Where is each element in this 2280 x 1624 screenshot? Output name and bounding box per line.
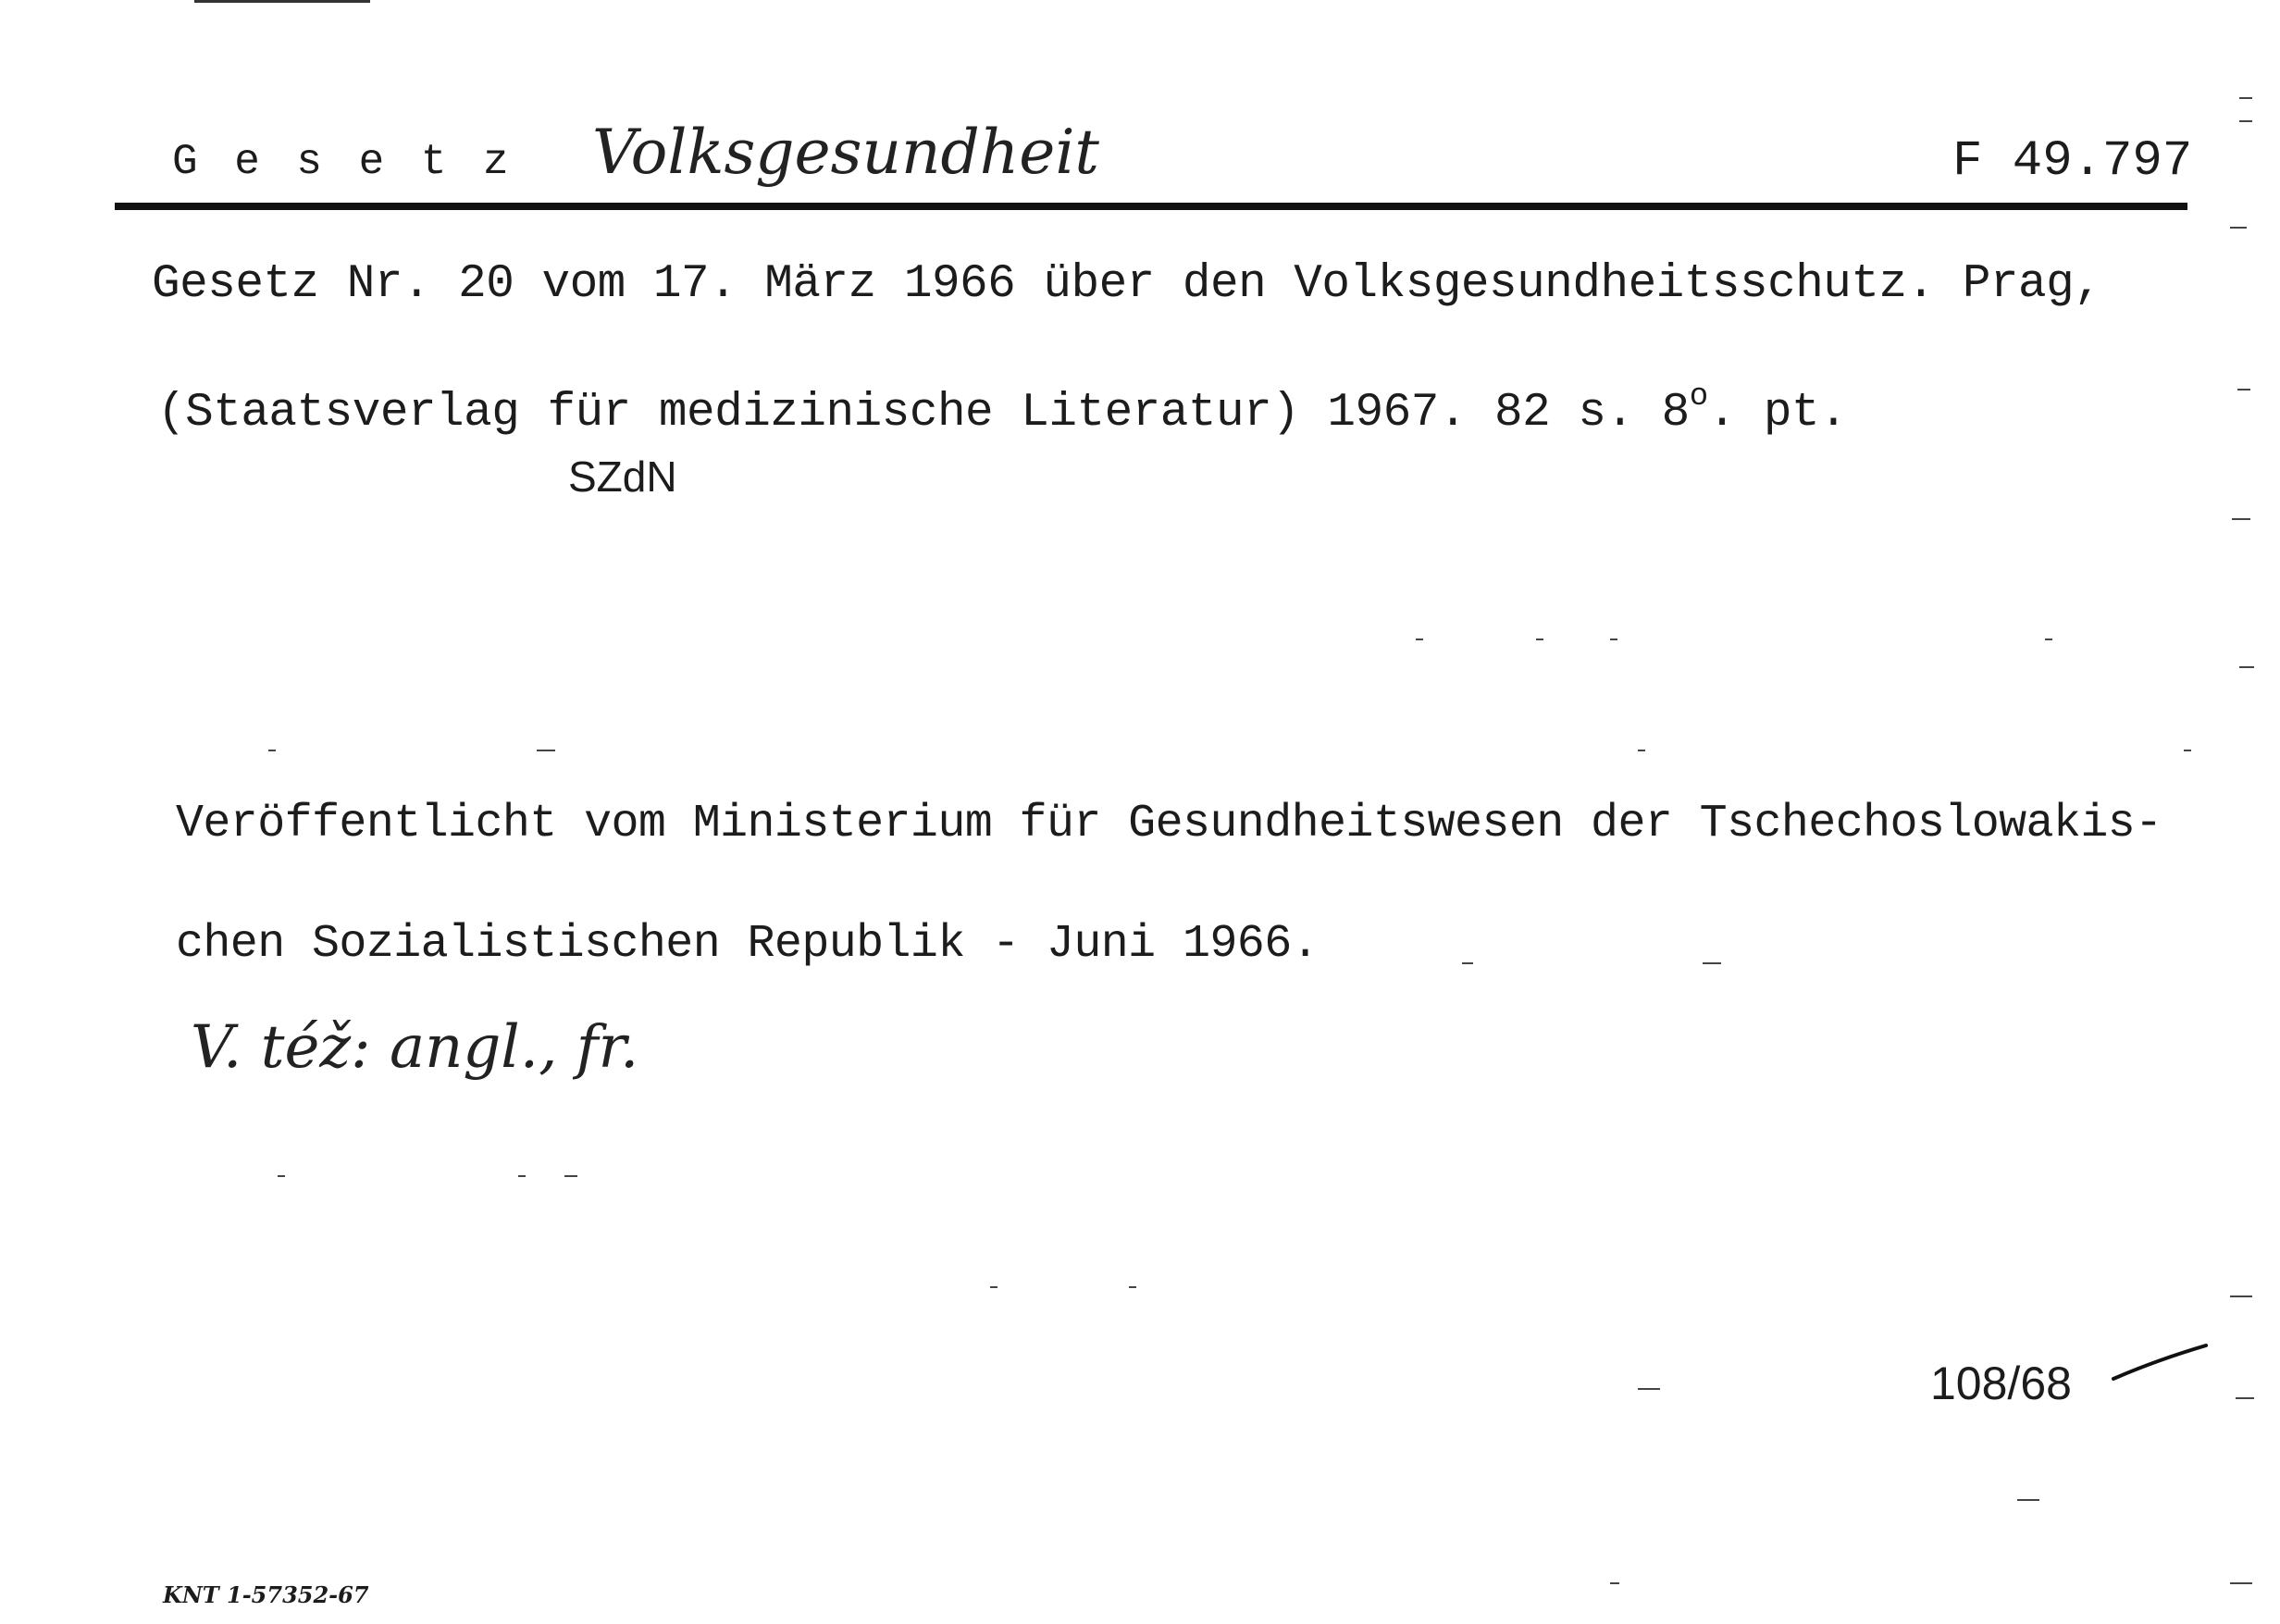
scan-speck	[518, 1175, 526, 1177]
library-code: SZdN	[568, 452, 677, 501]
handwritten-note: V. též: angl., fr.	[191, 1013, 639, 1082]
accession-number: 108/68	[1930, 1357, 2072, 1409]
scan-speck	[278, 1175, 285, 1177]
scan-speck	[2239, 120, 2252, 122]
scan-speck	[1703, 962, 1721, 964]
check-stroke-icon	[2110, 1342, 2212, 1397]
scan-speck	[537, 750, 555, 751]
scan-speck	[2045, 638, 2052, 640]
scan-speck	[2239, 97, 2252, 99]
scan-speck	[2230, 1582, 2252, 1584]
scan-speck	[268, 750, 276, 751]
scan-speck	[2184, 750, 2191, 751]
entry-line-2-tail: . pt.	[1707, 387, 1848, 440]
subject-heading-handwritten: Volksgesundheit	[592, 117, 1099, 188]
top-edge-line	[194, 0, 370, 3]
scan-speck	[2017, 1499, 2039, 1501]
scan-speck	[2237, 389, 2250, 391]
call-number: F 49.797	[1952, 133, 2193, 190]
scan-speck	[1638, 750, 1645, 751]
entry-line-2	[157, 379, 1848, 440]
scan-speck	[2236, 1397, 2254, 1399]
scan-speck	[2232, 518, 2250, 520]
scan-speck	[2239, 666, 2254, 668]
scan-speck	[1129, 1286, 1136, 1288]
entry-line-1: Gesetz Nr. 20 vom 17. März 1966 über den Volksgesundheitsschutz. Prag,	[152, 258, 2102, 311]
printer-mark: KNT 1-57352-67	[163, 1581, 369, 1608]
subject-heading-typed: G e s e t z	[172, 138, 514, 186]
note-line-2: chen Sozialistischen Republik - Juni 1966.	[176, 918, 1320, 971]
scan-speck	[990, 1286, 998, 1288]
scan-speck	[1536, 638, 1543, 640]
entry-line-2-degree: o	[1689, 379, 1708, 415]
scan-speck	[1610, 1582, 1619, 1584]
header-rule	[115, 203, 2187, 210]
scan-speck	[2230, 227, 2247, 229]
scan-speck	[1638, 1388, 1660, 1390]
scan-speck	[564, 1175, 577, 1177]
note-line-1: Veröffentlicht vom Ministerium für Gesundheitswesen der Tschechoslowakis-	[176, 798, 2162, 850]
scan-speck	[1610, 638, 1617, 640]
entry-line-2-main: (Staatsverlag für medizinische Literatur) 1967. 82 s. 8	[157, 387, 1690, 440]
scan-speck	[1462, 962, 1473, 964]
scan-speck	[2230, 1295, 2252, 1297]
scan-speck	[1416, 638, 1423, 640]
